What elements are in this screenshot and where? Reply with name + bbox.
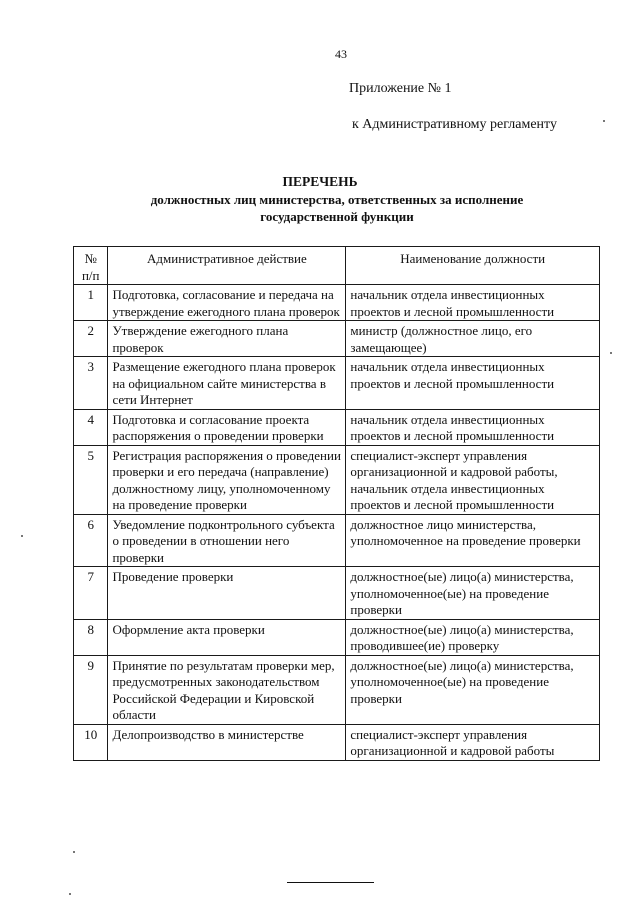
- row-position: начальник отдела инвестиционных проектов и лесной промышленности: [346, 357, 600, 410]
- table-header-row: [74, 247, 600, 285]
- header-action: Административное действие: [108, 247, 346, 285]
- row-action: Подготовка, согласование и передача на утверждение ежегодного плана проверок: [108, 285, 346, 321]
- scan-speck: [69, 893, 71, 895]
- appendix-subtitle: к Административному регламенту: [352, 117, 557, 132]
- scan-speck: [603, 120, 605, 122]
- appendix-title: Приложение № 1: [349, 81, 452, 96]
- row-number: 8: [74, 619, 108, 655]
- row-action: Размещение ежегодного плана проверок на официальном сайте министерства в сети Интернет: [108, 357, 346, 410]
- table-row: [74, 514, 600, 567]
- header-position: Наименование должности: [346, 247, 600, 285]
- row-position: начальник отдела инвестиционных проектов и лесной промышленности: [346, 409, 600, 445]
- scan-speck: [610, 352, 612, 354]
- row-position: специалист-эксперт управления организационной и кадровой работы: [346, 724, 600, 760]
- row-number: 6: [74, 514, 108, 567]
- row-position: начальник отдела инвестиционных проектов и лесной промышленности: [346, 285, 600, 321]
- row-action: Подготовка и согласование проекта распоряжения о проведении проверки: [108, 409, 346, 445]
- table-row: [74, 285, 600, 321]
- row-action: Проведение проверки: [108, 567, 346, 620]
- officials-table: [73, 246, 600, 761]
- table-row: [74, 567, 600, 620]
- row-position: министр (должностное лицо, его замещающее): [346, 321, 600, 357]
- row-position: должностное лицо министерства, уполномоченное на проведение проверки: [346, 514, 600, 567]
- row-number: 3: [74, 357, 108, 410]
- row-number: 7: [74, 567, 108, 620]
- row-action: Регистрация распоряжения о проведении проверки и его передача (направление) должностному лицу, уполномоченному на проведение проверки: [108, 445, 346, 514]
- row-action: Делопроизводство в министерстве: [108, 724, 346, 760]
- row-position: должностное(ые) лицо(а) министерства, уполномоченное(ые) на проведение проверки: [346, 655, 600, 724]
- scan-speck: [73, 851, 75, 853]
- row-number: 5: [74, 445, 108, 514]
- row-position: специалист-эксперт управления организационной и кадровой работы, начальник отдела инвестиционных проектов и лесной промышленности: [346, 445, 600, 514]
- document-title: ПЕРЕЧЕНЬ: [282, 174, 358, 189]
- row-number: 10: [74, 724, 108, 760]
- table-row: [74, 409, 600, 445]
- scan-speck: [21, 535, 23, 537]
- row-action: Утверждение ежегодного плана проверок: [108, 321, 346, 357]
- table-row: [74, 655, 600, 724]
- table-row: [74, 357, 600, 410]
- table-row: [74, 619, 600, 655]
- document-subtitle: должностных лиц министерства, ответственных за исполнение государственной функции: [150, 192, 524, 224]
- row-position: должностное(ые) лицо(а) министерства, уполномоченное(ые) на проведение проверки: [346, 567, 600, 620]
- row-number: 1: [74, 285, 108, 321]
- row-number: 4: [74, 409, 108, 445]
- footer-divider: [287, 882, 374, 883]
- row-position: должностное(ые) лицо(а) министерства, проводившее(ие) проверку: [346, 619, 600, 655]
- row-number: 2: [74, 321, 108, 357]
- row-action: Оформление акта проверки: [108, 619, 346, 655]
- table-row: [74, 321, 600, 357]
- page-number: 43: [335, 47, 347, 61]
- row-action: Уведомление подконтрольного субъекта о проведении в отношении него проверки: [108, 514, 346, 567]
- table-row: [74, 724, 600, 760]
- table-row: [74, 445, 600, 514]
- header-number: № п/п: [74, 247, 108, 285]
- row-action: Принятие по результатам проверки мер, предусмотренных законодательством Российской Федерации и Кировской области: [108, 655, 346, 724]
- row-number: 9: [74, 655, 108, 724]
